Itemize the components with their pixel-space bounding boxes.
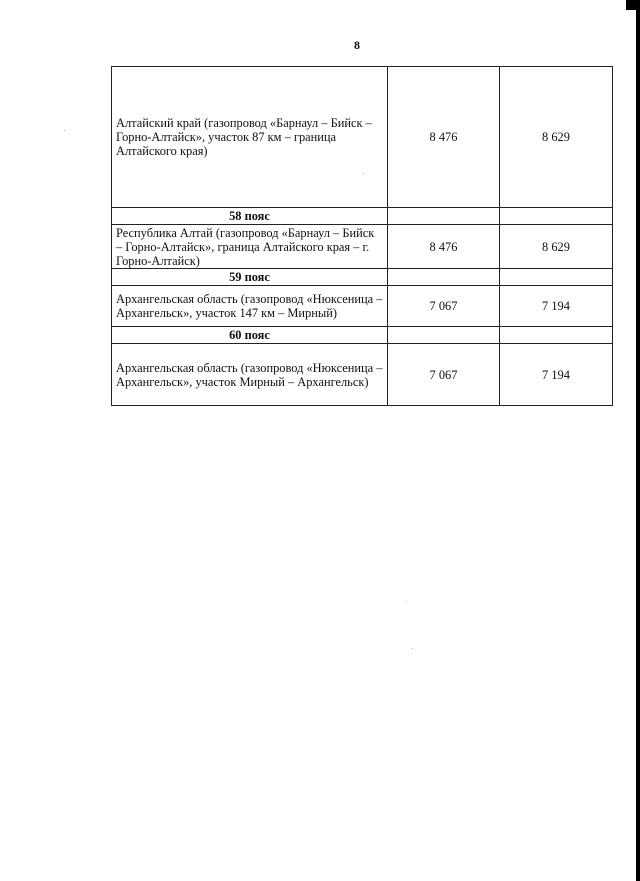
row-description: Республика Алтай (газопровод «Барнаул – Бийск – Горно-Алтайск», граница Алтайского края – г. Горно-Алтайск) xyxy=(112,225,388,269)
zone-row xyxy=(112,327,613,344)
row-value-2: 7 194 xyxy=(500,286,613,327)
row-value-1: 7 067 xyxy=(388,286,500,327)
row-description: Архангельская область (газопровод «Нюксеница – Архангельск», участок 147 км – Мирный) xyxy=(112,286,388,327)
scan-edge-right xyxy=(636,0,640,881)
zone-empty-cell xyxy=(500,269,613,286)
row-description: Алтайский край (газопровод «Барнаул – Бийск – Горно-Алтайск», участок 87 км – граница Алтайского края) xyxy=(112,67,388,208)
zone-label: 59 пояс xyxy=(112,269,388,286)
zone-empty-cell xyxy=(388,327,500,344)
row-value-1: 8 476 xyxy=(388,67,500,208)
scan-speck xyxy=(64,130,65,131)
zone-empty-cell xyxy=(500,327,613,344)
row-value-2: 7 194 xyxy=(500,344,613,406)
scan-edge-corner xyxy=(626,0,640,10)
zone-row xyxy=(112,208,613,225)
scan-speck xyxy=(363,173,364,174)
scan-speck xyxy=(412,648,413,649)
row-value-2: 8 629 xyxy=(500,67,613,208)
row-value-1: 8 476 xyxy=(388,225,500,269)
table-row xyxy=(112,344,613,406)
zone-label: 58 пояс xyxy=(112,208,388,225)
zone-empty-cell xyxy=(388,269,500,286)
zone-empty-cell xyxy=(388,208,500,225)
page-number: 8 xyxy=(354,38,360,52)
row-description: Архангельская область (газопровод «Нюксеница – Архангельск», участок Мирный – Архангельск) xyxy=(112,344,388,406)
table-row xyxy=(112,225,613,269)
zone-empty-cell xyxy=(500,208,613,225)
scan-speck xyxy=(406,601,407,602)
table-row xyxy=(112,286,613,327)
tariff-table xyxy=(111,66,613,406)
zone-row xyxy=(112,269,613,286)
table-row xyxy=(112,67,613,208)
row-value-1: 7 067 xyxy=(388,344,500,406)
row-value-2: 8 629 xyxy=(500,225,613,269)
zone-label: 60 пояс xyxy=(112,327,388,344)
